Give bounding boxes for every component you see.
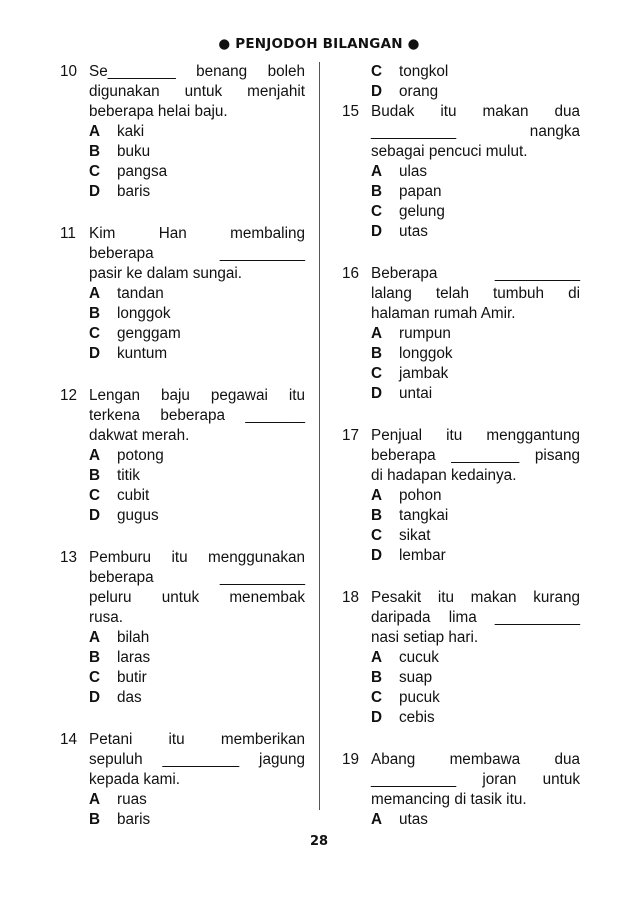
question-stem bbox=[60, 548, 305, 628]
option-text: longgok bbox=[399, 345, 453, 362]
option-text: butir bbox=[117, 669, 147, 686]
option-text: titik bbox=[117, 467, 140, 484]
question-item bbox=[60, 224, 305, 364]
option-text: genggam bbox=[117, 325, 181, 342]
question-line: memancing di tasik itu. bbox=[371, 791, 527, 808]
question-line: beberapa __________ bbox=[89, 569, 305, 586]
answer-options bbox=[89, 790, 305, 830]
option-letter: A bbox=[371, 325, 383, 342]
answer-option bbox=[371, 688, 580, 708]
answer-option bbox=[89, 628, 305, 648]
answer-options bbox=[371, 324, 580, 404]
option-letter: D bbox=[371, 223, 383, 240]
question-line: Petani itu memberikan bbox=[89, 731, 305, 748]
question-line: digunakan untuk menjahit bbox=[89, 83, 305, 100]
option-letter: B bbox=[89, 143, 101, 160]
option-text: lembar bbox=[399, 547, 446, 564]
question-number: 17 bbox=[342, 427, 360, 444]
answer-option bbox=[371, 344, 580, 364]
question-line: pasir ke dalam sungai. bbox=[89, 265, 243, 282]
answer-option bbox=[89, 446, 305, 466]
answer-option bbox=[371, 526, 580, 546]
question-spacer bbox=[60, 708, 305, 730]
option-text: jambak bbox=[399, 365, 449, 382]
question-spacer bbox=[342, 566, 580, 588]
option-letter: A bbox=[89, 629, 101, 646]
answer-option bbox=[371, 162, 580, 182]
question-line: Penjual itu menggantung bbox=[371, 427, 580, 444]
question-line: nasi setiap hari. bbox=[371, 629, 479, 646]
question-continuation bbox=[342, 62, 580, 102]
option-letter: A bbox=[89, 791, 101, 808]
answer-option bbox=[89, 486, 305, 506]
answer-option bbox=[89, 122, 305, 142]
option-text: baris bbox=[117, 811, 151, 828]
question-spacer bbox=[342, 728, 580, 750]
option-text: untai bbox=[399, 385, 433, 402]
answer-option bbox=[89, 506, 305, 526]
question-line: di hadapan kedainya. bbox=[371, 467, 517, 484]
option-text: pangsa bbox=[117, 163, 168, 180]
question-spacer bbox=[60, 526, 305, 548]
option-text: gugus bbox=[117, 507, 159, 524]
option-letter: A bbox=[89, 123, 101, 140]
option-text: suap bbox=[399, 669, 433, 686]
question-spacer bbox=[60, 202, 305, 224]
option-letter: B bbox=[89, 811, 101, 828]
option-letter: C bbox=[371, 203, 383, 220]
question-line: Pesakit itu makan kurang bbox=[371, 589, 580, 606]
answer-option bbox=[89, 162, 305, 182]
question-stem bbox=[342, 588, 580, 648]
option-letter: C bbox=[89, 325, 101, 342]
answer-option bbox=[89, 790, 305, 810]
option-text: tangkai bbox=[399, 507, 449, 524]
question-number: 10 bbox=[60, 63, 78, 80]
answer-option bbox=[89, 284, 305, 304]
answer-options bbox=[371, 486, 580, 566]
option-letter: C bbox=[371, 63, 383, 80]
answer-options bbox=[371, 62, 580, 102]
answer-option bbox=[371, 324, 580, 344]
option-letter: A bbox=[371, 811, 383, 828]
question-number: 19 bbox=[342, 751, 360, 768]
answer-options bbox=[89, 122, 305, 202]
option-letter: A bbox=[89, 447, 101, 464]
question-item bbox=[60, 386, 305, 526]
question-text bbox=[371, 264, 580, 324]
question-text bbox=[371, 426, 580, 486]
question-stem bbox=[342, 264, 580, 324]
question-number: 15 bbox=[342, 103, 360, 120]
question-line: Pemburu itu menggunakan bbox=[89, 549, 305, 566]
option-letter: A bbox=[89, 285, 101, 302]
option-text: orang bbox=[399, 83, 439, 100]
answer-option bbox=[89, 304, 305, 324]
question-stem bbox=[60, 224, 305, 284]
question-text bbox=[89, 62, 305, 122]
option-letter: D bbox=[371, 547, 383, 564]
option-letter: B bbox=[371, 345, 383, 362]
option-text: potong bbox=[117, 447, 164, 464]
answer-option bbox=[371, 62, 580, 82]
question-number: 12 bbox=[60, 387, 78, 404]
option-letter: B bbox=[371, 669, 383, 686]
option-text: rumpun bbox=[399, 325, 451, 342]
question-line: Budak itu makan dua bbox=[371, 103, 580, 120]
question-stem bbox=[60, 730, 305, 790]
question-line: beberapa __________ bbox=[89, 245, 305, 262]
question-item bbox=[60, 548, 305, 708]
question-item bbox=[342, 426, 580, 566]
option-letter: D bbox=[371, 385, 383, 402]
option-text: pohon bbox=[399, 487, 442, 504]
answer-option bbox=[371, 546, 580, 566]
option-text: pucuk bbox=[399, 689, 440, 706]
answer-option bbox=[89, 324, 305, 344]
question-line: beberapa helai baju. bbox=[89, 103, 228, 120]
question-line: Kim Han membaling bbox=[89, 225, 305, 242]
option-text: kuntum bbox=[117, 345, 168, 362]
answer-options bbox=[371, 810, 580, 830]
option-letter: D bbox=[89, 689, 101, 706]
answer-option bbox=[371, 708, 580, 728]
answer-option bbox=[371, 182, 580, 202]
answer-option bbox=[371, 506, 580, 526]
option-letter: D bbox=[89, 183, 101, 200]
option-text: kaki bbox=[117, 123, 145, 140]
question-item bbox=[342, 102, 580, 242]
question-spacer bbox=[342, 242, 580, 264]
question-stem bbox=[342, 750, 580, 810]
option-text: ruas bbox=[117, 791, 147, 808]
answer-option bbox=[89, 668, 305, 688]
question-line: kepada kami. bbox=[89, 771, 180, 788]
question-text bbox=[371, 102, 580, 162]
option-text: sikat bbox=[399, 527, 431, 544]
column-divider bbox=[319, 62, 320, 810]
question-line: terkena beberapa _______ bbox=[89, 407, 305, 424]
option-text: utas bbox=[399, 811, 428, 828]
answer-option bbox=[371, 222, 580, 242]
right-column bbox=[342, 62, 580, 830]
answer-option bbox=[89, 142, 305, 162]
answer-option bbox=[371, 364, 580, 384]
answer-option bbox=[89, 344, 305, 364]
answer-options bbox=[89, 284, 305, 364]
question-line: lalang telah tumbuh di bbox=[371, 285, 580, 302]
option-letter: C bbox=[371, 527, 383, 544]
question-line: Abang membawa dua bbox=[371, 751, 580, 768]
answer-option bbox=[89, 810, 305, 830]
question-line: peluru untuk menembak bbox=[89, 589, 305, 606]
answer-options bbox=[89, 628, 305, 708]
page-number: 28 bbox=[309, 834, 329, 849]
answer-options bbox=[371, 162, 580, 242]
option-text: tandan bbox=[117, 285, 164, 302]
option-letter: D bbox=[89, 345, 101, 362]
question-line: beberapa ________ pisang bbox=[371, 447, 580, 464]
question-item bbox=[60, 62, 305, 202]
option-text: utas bbox=[399, 223, 428, 240]
answer-option bbox=[371, 82, 580, 102]
question-item bbox=[342, 264, 580, 404]
question-number: 18 bbox=[342, 589, 360, 606]
question-line: dakwat merah. bbox=[89, 427, 190, 444]
answer-options bbox=[371, 648, 580, 728]
option-text: buku bbox=[117, 143, 151, 160]
answer-option bbox=[89, 182, 305, 202]
option-text: cubit bbox=[117, 487, 150, 504]
option-letter: D bbox=[371, 709, 383, 726]
question-text bbox=[89, 548, 305, 628]
option-text: tongkol bbox=[399, 63, 449, 80]
option-letter: C bbox=[89, 163, 101, 180]
option-letter: C bbox=[371, 689, 383, 706]
option-letter: C bbox=[89, 669, 101, 686]
question-line: __________ joran untuk bbox=[371, 771, 580, 788]
option-text: das bbox=[117, 689, 142, 706]
option-text: gelung bbox=[399, 203, 445, 220]
question-text bbox=[371, 750, 580, 810]
answer-option bbox=[89, 688, 305, 708]
answer-options bbox=[89, 446, 305, 526]
question-line: __________ nangka bbox=[371, 123, 580, 140]
option-text: cebis bbox=[399, 709, 435, 726]
option-text: bilah bbox=[117, 629, 150, 646]
answer-option bbox=[371, 202, 580, 222]
option-letter: B bbox=[89, 649, 101, 666]
option-letter: C bbox=[89, 487, 101, 504]
question-spacer bbox=[342, 404, 580, 426]
option-letter: B bbox=[89, 305, 101, 322]
option-text: ulas bbox=[399, 163, 428, 180]
question-text bbox=[89, 386, 305, 446]
answer-option bbox=[89, 648, 305, 668]
option-letter: A bbox=[371, 649, 383, 666]
question-item bbox=[342, 750, 580, 830]
question-line: Se________ benang boleh bbox=[89, 63, 305, 80]
option-letter: B bbox=[371, 507, 383, 524]
question-stem bbox=[342, 102, 580, 162]
question-text bbox=[89, 224, 305, 284]
option-letter: D bbox=[371, 83, 383, 100]
question-stem bbox=[342, 426, 580, 486]
option-letter: B bbox=[89, 467, 101, 484]
question-stem bbox=[60, 386, 305, 446]
option-letter: D bbox=[89, 507, 101, 524]
option-letter: B bbox=[371, 183, 383, 200]
left-column bbox=[60, 62, 305, 830]
question-number: 11 bbox=[60, 225, 76, 242]
option-letter: A bbox=[371, 163, 383, 180]
question-line: daripada lima __________ bbox=[371, 609, 580, 626]
question-line: halaman rumah Amir. bbox=[371, 305, 516, 322]
question-text bbox=[89, 730, 305, 790]
answer-option bbox=[371, 486, 580, 506]
option-letter: A bbox=[371, 487, 383, 504]
question-spacer bbox=[60, 364, 305, 386]
option-text: laras bbox=[117, 649, 151, 666]
question-line: Beberapa __________ bbox=[371, 265, 580, 282]
question-stem bbox=[60, 62, 305, 122]
answer-option bbox=[89, 466, 305, 486]
option-text: papan bbox=[399, 183, 442, 200]
question-item bbox=[342, 588, 580, 728]
option-text: cucuk bbox=[399, 649, 439, 666]
option-letter: C bbox=[371, 365, 383, 382]
question-line: rusa. bbox=[89, 609, 124, 626]
question-text bbox=[371, 588, 580, 648]
question-line: sebagai pencuci mulut. bbox=[371, 143, 528, 160]
option-text: baris bbox=[117, 183, 151, 200]
question-number: 13 bbox=[60, 549, 78, 566]
answer-option bbox=[371, 810, 580, 830]
question-item bbox=[60, 730, 305, 830]
option-text: longgok bbox=[117, 305, 171, 322]
answer-option bbox=[371, 648, 580, 668]
answer-option bbox=[371, 384, 580, 404]
question-line: Lengan baju pegawai itu bbox=[89, 387, 305, 404]
page-header: ● PENJODOH BILANGAN ● bbox=[218, 36, 420, 52]
question-number: 14 bbox=[60, 731, 78, 748]
question-line: sepuluh _________ jagung bbox=[89, 751, 305, 768]
answer-option bbox=[371, 668, 580, 688]
question-number: 16 bbox=[342, 265, 360, 282]
